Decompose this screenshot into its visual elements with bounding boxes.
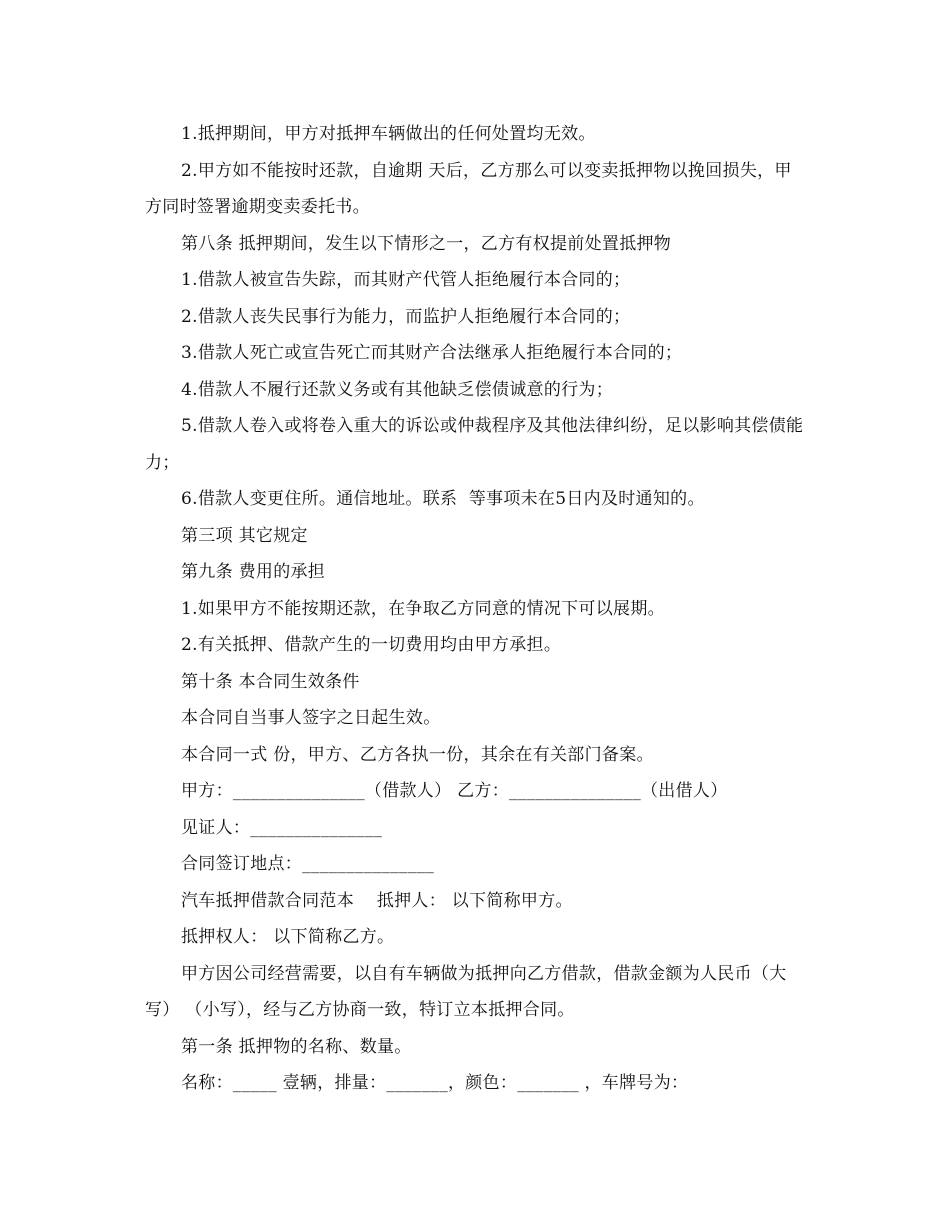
paragraph: 抵押权人： 以下简称乙方。	[181, 927, 395, 947]
article-heading: 第九条 费用的承担	[181, 562, 326, 582]
paragraph: 5.借款人卷入或将卷入重大的诉讼或仲裁程序及其他法律纠纷，足以影响其偿债能力；	[145, 416, 804, 473]
paragraph: 2.甲方如不能按时还款，自逾期 天后，乙方那么可以变卖抵押物以挽回损失，甲方同时签署逾期变卖委托书。	[145, 160, 792, 217]
signature-line-witness: 见证人：_______________	[181, 817, 383, 838]
signature-line-location: 合同签订地点：_______________	[181, 854, 435, 874]
document-body	[145, 116, 805, 1102]
paragraph: 本合同自当事人签字之日起生效。	[181, 708, 441, 728]
paragraph: 本合同一式 份，甲方、乙方各执一份，其余在有关部门备案。	[181, 744, 654, 765]
paragraph: 1.如果甲方不能按期还款，在争取乙方同意的情况下可以展期。	[181, 598, 665, 619]
paragraph: 3.借款人死亡或宣告死亡而其财产合法继承人拒绝履行本合同的；	[181, 343, 683, 363]
paragraph: 2.借款人丧失民事行为能力，而监护人拒绝履行本合同的；	[181, 306, 631, 327]
article-heading: 第十条 本合同生效条件	[181, 671, 360, 692]
paragraph: 6.借款人变更住所。通信地址。联系 等事项未在5日内及时通知的。	[181, 489, 705, 509]
paragraph: 名称：_____ 壹辆，排量：_______，颜色：_______ ，车牌号为：	[181, 1073, 689, 1093]
paragraph: 1.抵押期间，甲方对抵押车辆做出的任何处置均无效。	[181, 124, 596, 144]
paragraph: 甲方因公司经营需要，以自有车辆做为抵押向乙方借款，借款金额为人民币（大写） （小写），经与乙方协商一致，特订立本抵押合同。	[145, 963, 787, 1020]
article-heading: 第八条 抵押期间，发生以下情形之一，乙方有权提前处置抵押物	[181, 233, 672, 254]
contract-title-line: 汽车抵押借款合同范本 抵押人： 以下简称甲方。	[181, 890, 573, 911]
paragraph: 4.借款人不履行还款义务或有其他缺乏偿债诚意的行为；	[181, 379, 614, 400]
article-heading: 第一条 抵押物的名称、数量。	[181, 1036, 412, 1057]
paragraph: 1.借款人被宣告失踪，而其财产代管人拒绝履行本合同的；	[181, 270, 631, 290]
paragraph: 2.有关抵押、借款产生的一切费用均由甲方承担。	[181, 635, 562, 655]
signature-line-parties: 甲方：_______________（借款人） 乙方：_______________（出借人）	[181, 781, 728, 801]
section-heading: 第三项 其它规定	[181, 525, 308, 546]
